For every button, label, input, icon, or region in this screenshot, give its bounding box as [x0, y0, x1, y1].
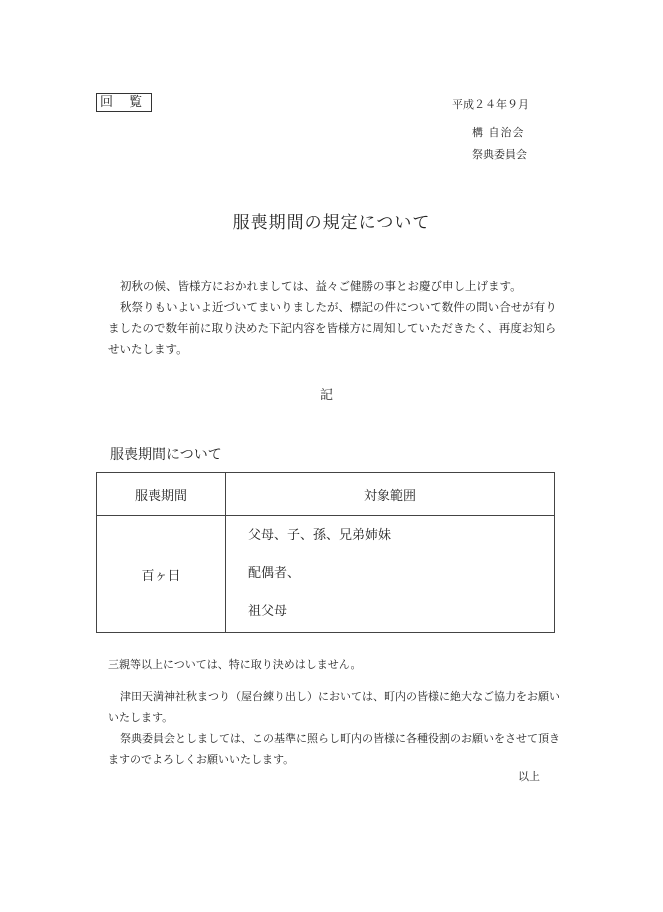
table-row	[97, 516, 555, 633]
target-cell	[226, 516, 555, 633]
end-mark: 以上	[518, 770, 540, 783]
document-title: 服喪期間の規定について	[232, 213, 431, 233]
period-cell: 百ヶ日	[97, 516, 226, 633]
issuer-organization: 構 自治会	[472, 126, 525, 139]
note-text: 三親等以上については、特に取り決めはしません。	[108, 658, 362, 671]
target-item-3: 祖父母	[248, 604, 288, 619]
header-period: 服喪期間	[97, 473, 226, 516]
target-item-2: 配偶者、	[248, 566, 301, 581]
closing-line-2: 祭典委員会としましては、この基準に照らし町内の皆様に各種役割のお願いをさせて頂きますのでよろしくお願いいたします。	[108, 732, 560, 766]
ki-marker: 記	[320, 388, 334, 403]
intro-paragraph	[108, 276, 560, 360]
closing-line-1: 津田天満神社秋まつり（屋台練り出し）においては、町内の皆様に絶大なご協力をお願いいたします。	[108, 690, 560, 724]
mourning-period-table	[96, 472, 555, 633]
document-date: 平成２４年９月	[452, 98, 529, 111]
target-item-1: 父母、子、孫、兄弟姉妹	[248, 528, 392, 543]
circular-label: 回 覧	[96, 93, 152, 112]
closing-paragraph	[108, 686, 560, 770]
table-header-row	[97, 473, 555, 516]
header-target: 対象範囲	[226, 473, 555, 516]
issuer-committee: 祭典委員会	[472, 148, 527, 161]
section-heading: 服喪期間について	[110, 447, 222, 463]
intro-line-2: 秋祭りもいよいよ近づいてまいりましたが、標記の件について数件の問い合せが有りましたので数年前に取り決めた下記内容を皆様方に周知していただきたく、再度お知らせいたします。	[108, 300, 557, 356]
intro-line-1: 初秋の候、皆様方におかれましては、益々ご健勝の事とお慶び申し上げます。	[120, 279, 522, 293]
